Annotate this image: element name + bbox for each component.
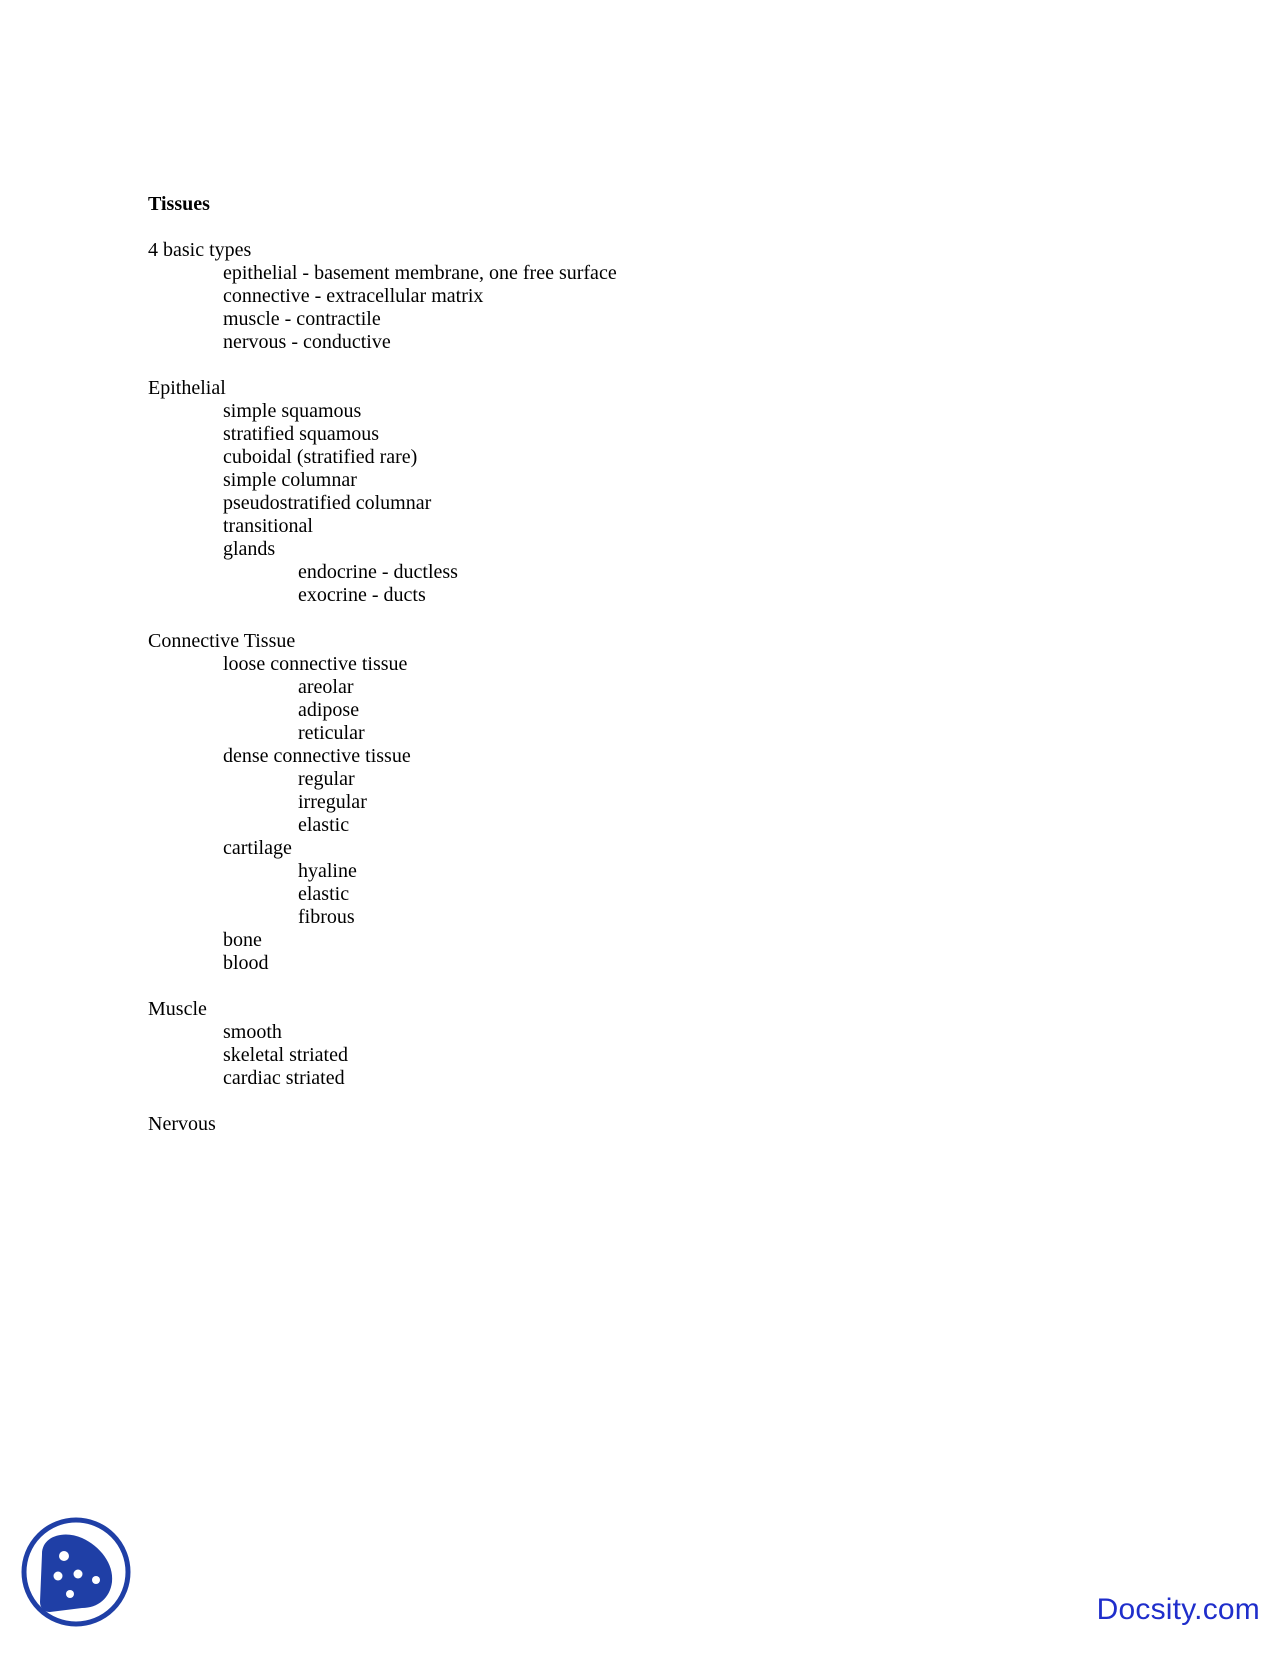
sub-list-item: irregular [298, 791, 367, 813]
list-item: transitional [223, 515, 313, 537]
list-item: loose connective tissue [223, 653, 408, 675]
list-item: simple squamous [223, 400, 362, 422]
document-body [148, 193, 1148, 1136]
section-heading-connective: Connective Tissue [148, 630, 296, 652]
sub-list-item: areolar [298, 676, 354, 698]
list-item: nervous - conductive [223, 331, 391, 353]
list-item: cartilage [223, 837, 292, 859]
sub-list-item: hyaline [298, 860, 357, 882]
section-heading-epithelial: Epithelial [148, 377, 226, 399]
section-heading-muscle: Muscle [148, 998, 207, 1020]
list-item: dense connective tissue [223, 745, 411, 767]
spacer [148, 975, 1148, 998]
sub-list-item: elastic [298, 814, 350, 836]
list-item: epithelial - basement membrane, one free surface [223, 262, 617, 284]
spacer [148, 1090, 1148, 1113]
sub-list-item: regular [298, 768, 355, 790]
list-item: stratified squamous [223, 423, 380, 445]
page-title: Tissues [148, 193, 210, 215]
list-item: blood [223, 952, 269, 974]
list-item: connective - extracellular matrix [223, 285, 484, 307]
docsity-brand-link[interactable]: Docsity.com [1096, 1593, 1260, 1626]
sub-list-item: fibrous [298, 906, 355, 928]
list-item: bone [223, 929, 262, 951]
sub-list-item: reticular [298, 722, 365, 744]
list-item: cardiac striated [223, 1067, 345, 1089]
list-item: muscle - contractile [223, 308, 381, 330]
spacer [148, 354, 1148, 377]
section-heading-basic-types: 4 basic types [148, 239, 252, 261]
list-item: skeletal striated [223, 1044, 348, 1066]
list-item: simple columnar [223, 469, 357, 491]
spacer [148, 607, 1148, 630]
sub-list-item: exocrine - ducts [298, 584, 426, 606]
section-heading-nervous: Nervous [148, 1113, 216, 1135]
list-item: cuboidal (stratified rare) [223, 446, 418, 468]
list-item: pseudostratified columnar [223, 492, 432, 514]
docsity-logo-icon[interactable] [20, 1516, 132, 1628]
list-item: smooth [223, 1021, 282, 1043]
sub-list-item: endocrine - ductless [298, 561, 458, 583]
sub-list-item: elastic [298, 883, 350, 905]
sub-list-item: adipose [298, 699, 360, 721]
spacer [148, 216, 1148, 239]
list-item: glands [223, 538, 276, 560]
